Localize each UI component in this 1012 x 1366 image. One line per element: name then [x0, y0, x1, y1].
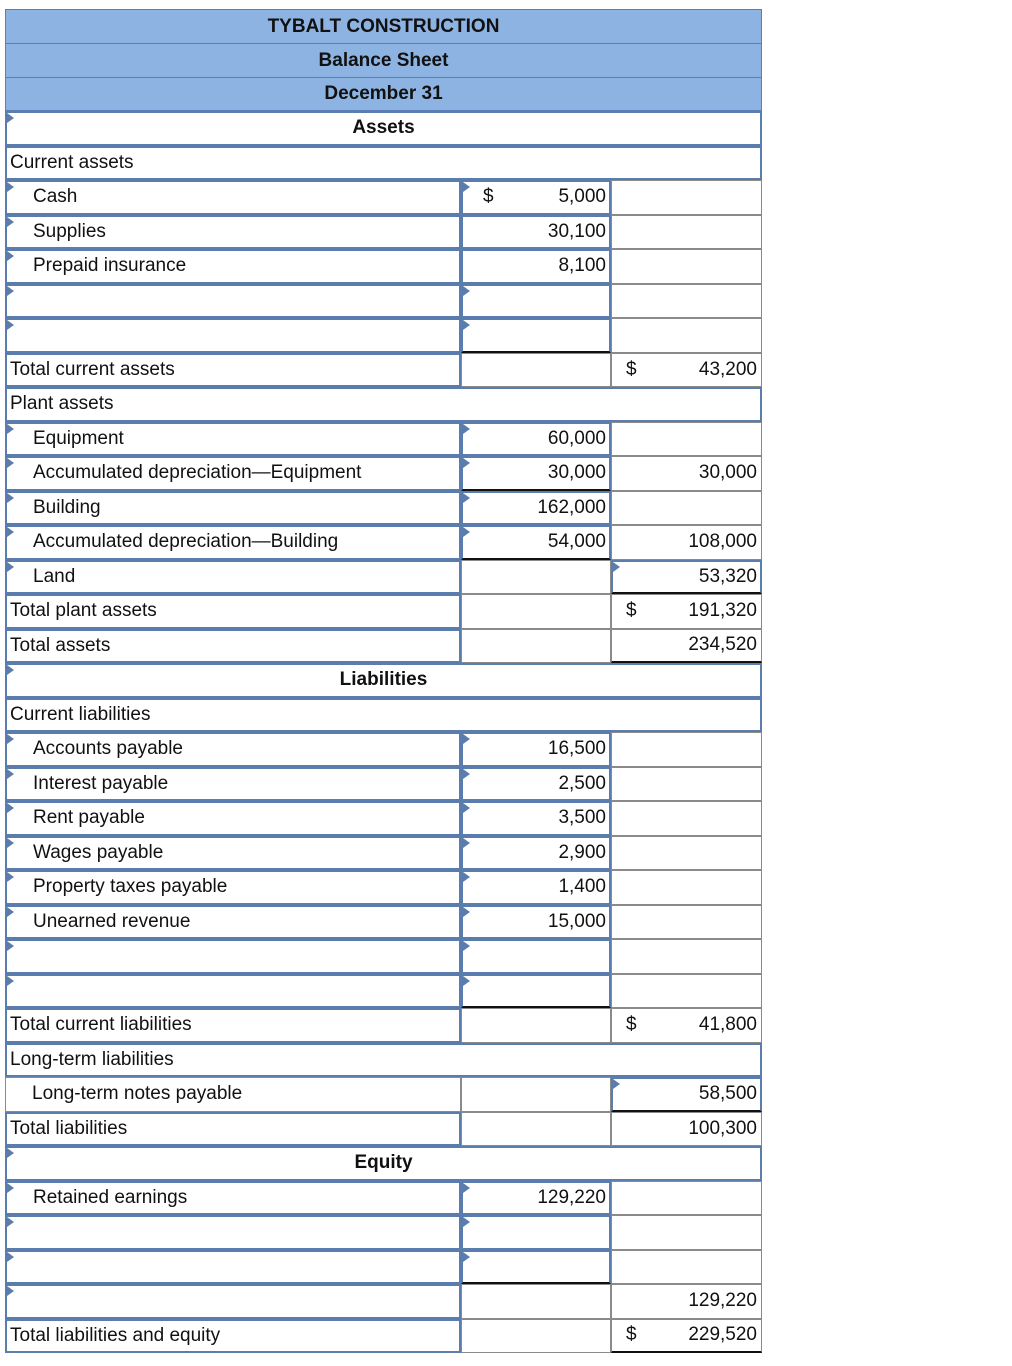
accounts-payable-row [5, 732, 762, 767]
long-term-notes-label: Long-term notes payable [5, 1077, 461, 1112]
dropdown-marker-icon [463, 872, 470, 882]
dropdown-marker-icon [7, 217, 14, 227]
unearned-revenue-total-cell [611, 905, 762, 940]
dropdown-marker-icon [7, 769, 14, 779]
equipment-row [5, 422, 762, 457]
blank-amount-input[interactable] [461, 318, 611, 353]
acc-dep-equipment-row [5, 456, 762, 491]
building-total-cell [611, 491, 762, 526]
plant-assets-row [5, 387, 762, 422]
balance-sheet [5, 9, 762, 1353]
wages-payable-amount-input[interactable]: 2,900 [461, 836, 611, 871]
dropdown-marker-icon [463, 941, 470, 951]
dropdown-marker-icon [7, 976, 14, 986]
dropdown-marker-icon [7, 1286, 14, 1296]
total-current-assets-input[interactable]: $ 43,200 [611, 353, 762, 388]
acc-dep-equipment-amount-input[interactable]: 30,000 [461, 456, 611, 491]
dropdown-marker-icon [7, 320, 14, 330]
equipment-net-input[interactable]: 30,000 [611, 456, 762, 491]
dropdown-marker-icon [7, 286, 14, 296]
blank-equity-row [5, 1250, 762, 1285]
total-equity-row [5, 1284, 762, 1319]
total-liabilities-equity-input[interactable]: $ 229,520 [611, 1319, 762, 1354]
acc-dep-building-row [5, 525, 762, 560]
blank-amount-input[interactable] [461, 939, 611, 974]
dropdown-marker-icon [463, 907, 470, 917]
total-liabilities-row [5, 1112, 762, 1147]
company-name: TYBALT CONSTRUCTION [5, 9, 762, 43]
dropdown-marker-icon [463, 976, 470, 986]
property-taxes-amount-input[interactable]: 1,400 [461, 870, 611, 905]
acc-dep-building-label-input[interactable]: Accumulated depreciation—Building [5, 525, 461, 560]
dropdown-marker-icon [463, 769, 470, 779]
blank-liability-row [5, 939, 762, 974]
dropdown-marker-icon [7, 424, 14, 434]
dropdown-marker-icon [7, 872, 14, 882]
land-row [5, 560, 762, 595]
blank-total-cell [611, 1215, 762, 1250]
total-current-assets-mid-cell [461, 353, 611, 388]
blank-asset-row [5, 318, 762, 353]
long-term-liabilities-label-input[interactable]: Long-term liabilities [5, 1043, 762, 1078]
dropdown-marker-icon [613, 562, 620, 572]
total-current-assets-row [5, 353, 762, 388]
dropdown-marker-icon [7, 1252, 14, 1262]
total-assets-label-input[interactable]: Total assets [5, 629, 461, 664]
dropdown-marker-icon [7, 803, 14, 813]
total-equity-input[interactable]: 129,220 [611, 1284, 762, 1319]
unearned-revenue-row [5, 905, 762, 940]
equity-heading-row [5, 1146, 762, 1181]
long-term-notes-row [5, 1077, 762, 1112]
long-term-notes-mid-cell [461, 1077, 611, 1112]
dropdown-marker-icon [463, 838, 470, 848]
wages-payable-row [5, 836, 762, 871]
accounts-payable-total-cell [611, 732, 762, 767]
total-liabilities-equity-row [5, 1319, 762, 1354]
supplies-total-cell [611, 215, 762, 250]
total-liabilities-equity-label-input[interactable]: Total liabilities and equity [5, 1319, 461, 1354]
dollar-sign: $ [626, 1014, 637, 1036]
accounts-payable-label-input[interactable]: Accounts payable [5, 732, 461, 767]
property-taxes-label-input[interactable]: Property taxes payable [5, 870, 461, 905]
prepaid-label-input[interactable]: Prepaid insurance [5, 249, 461, 284]
building-row [5, 491, 762, 526]
total-current-liabilities-input[interactable]: $ 41,800 [611, 1008, 762, 1043]
building-amount-input[interactable]: 162,000 [461, 491, 611, 526]
dropdown-marker-icon [7, 838, 14, 848]
blank-amount-input[interactable] [461, 1250, 611, 1285]
interest-payable-row [5, 767, 762, 802]
dropdown-marker-icon [463, 320, 470, 330]
current-liabilities-label-input[interactable]: Current liabilities [5, 698, 762, 733]
dropdown-marker-icon [463, 286, 470, 296]
accounts-payable-amount-input[interactable]: 16,500 [461, 732, 611, 767]
blank-label-input[interactable] [5, 1215, 461, 1250]
building-label-input[interactable]: Building [5, 491, 461, 526]
blank-equity-row [5, 1215, 762, 1250]
blank-label-input[interactable] [5, 284, 461, 319]
dropdown-marker-icon [7, 1217, 14, 1227]
prepaid-amount-input[interactable]: 8,100 [461, 249, 611, 284]
property-taxes-row [5, 870, 762, 905]
equipment-amount-input[interactable]: 60,000 [461, 422, 611, 457]
dropdown-marker-icon [7, 182, 14, 192]
blank-total-cell [611, 974, 762, 1009]
equity-heading-input[interactable]: Equity [5, 1146, 762, 1181]
land-amount-input[interactable]: 53,320 [611, 560, 762, 595]
total-liabilities-input[interactable]: 100,300 [611, 1112, 762, 1147]
dropdown-marker-icon [7, 1148, 14, 1158]
assets-heading-row [5, 111, 762, 146]
liabilities-heading-input[interactable]: Liabilities [5, 663, 762, 698]
retained-earnings-amount-input[interactable]: 129,220 [461, 1181, 611, 1216]
liabilities-heading-row [5, 663, 762, 698]
dropdown-marker-icon [463, 527, 470, 537]
blank-label-input[interactable] [5, 318, 461, 353]
total-equity-label-input[interactable] [5, 1284, 461, 1319]
dropdown-marker-icon [463, 734, 470, 744]
total-current-liabilities-row [5, 1008, 762, 1043]
prepaid-total-cell [611, 249, 762, 284]
cash-amount-input[interactable]: $ 5,000 [461, 180, 611, 215]
current-liabilities-row [5, 698, 762, 733]
dropdown-marker-icon [7, 665, 14, 675]
blank-total-cell [611, 318, 762, 353]
blank-liability-row [5, 974, 762, 1009]
assets-heading-input[interactable]: Assets [5, 111, 762, 146]
dropdown-marker-icon [463, 493, 470, 503]
interest-payable-amount-input[interactable]: 2,500 [461, 767, 611, 802]
dropdown-marker-icon [7, 251, 14, 261]
rent-payable-amount-input[interactable]: 3,500 [461, 801, 611, 836]
supplies-amount-input[interactable]: 30,100 [461, 215, 611, 250]
land-mid-cell [461, 560, 611, 595]
wages-payable-total-cell [611, 836, 762, 871]
total-plant-assets-row [5, 594, 762, 629]
blank-label-input[interactable] [5, 974, 461, 1009]
total-plant-assets-label-input[interactable]: Total plant assets [5, 594, 461, 629]
dropdown-marker-icon [463, 424, 470, 434]
total-assets-input[interactable]: 234,520 [611, 629, 762, 664]
total-current-liabilities-mid-cell [461, 1008, 611, 1043]
rent-payable-total-cell [611, 801, 762, 836]
dollar-sign: $ [626, 600, 637, 622]
blank-amount-input[interactable] [461, 1215, 611, 1250]
interest-payable-total-cell [611, 767, 762, 802]
interest-payable-label-input[interactable]: Interest payable [5, 767, 461, 802]
blank-total-cell [611, 1250, 762, 1285]
acc-dep-building-amount-input[interactable]: 54,000 [461, 525, 611, 560]
total-plant-assets-mid-cell [461, 594, 611, 629]
dollar-sign: $ [626, 1324, 637, 1346]
retained-earnings-total-cell [611, 1181, 762, 1216]
long-term-liabilities-row [5, 1043, 762, 1078]
supplies-row [5, 215, 762, 250]
cash-label-input[interactable]: Cash [5, 180, 461, 215]
total-equity-mid-cell [461, 1284, 611, 1319]
dollar-sign: $ [626, 358, 637, 380]
building-net-input[interactable]: 108,000 [611, 525, 762, 560]
acc-dep-equipment-label-input[interactable]: Accumulated depreciation—Equipment [5, 456, 461, 491]
total-liabilities-equity-mid-cell [461, 1319, 611, 1354]
long-term-notes-amount-input[interactable]: 58,500 [611, 1077, 762, 1112]
total-assets-row [5, 629, 762, 664]
rent-payable-label-input[interactable]: Rent payable [5, 801, 461, 836]
dropdown-marker-icon [7, 527, 14, 537]
dropdown-marker-icon [463, 803, 470, 813]
cash-total-cell [611, 180, 762, 215]
blank-label-input[interactable] [5, 1250, 461, 1285]
dropdown-marker-icon [7, 458, 14, 468]
dropdown-marker-icon [7, 1183, 14, 1193]
dropdown-marker-icon [463, 1183, 470, 1193]
dropdown-marker-icon [7, 941, 14, 951]
statement-date: December 31 [5, 77, 762, 111]
total-assets-mid-cell [461, 629, 611, 664]
supplies-label-input[interactable]: Supplies [5, 215, 461, 250]
total-current-assets-label-input[interactable]: Total current assets [5, 353, 461, 388]
total-liabilities-label-input[interactable]: Total liabilities [5, 1112, 461, 1147]
plant-assets-label-input[interactable]: Plant assets [5, 387, 762, 422]
retained-earnings-label-input[interactable]: Retained earnings [5, 1181, 461, 1216]
prepaid-row [5, 249, 762, 284]
cash-row [5, 180, 762, 215]
equipment-total-cell [611, 422, 762, 457]
unearned-revenue-amount-input[interactable]: 15,000 [461, 905, 611, 940]
dollar-sign: $ [483, 186, 494, 208]
property-taxes-total-cell [611, 870, 762, 905]
statement-title: Balance Sheet [5, 43, 762, 77]
dropdown-marker-icon [463, 1217, 470, 1227]
blank-total-cell [611, 284, 762, 319]
blank-amount-input[interactable] [461, 974, 611, 1009]
current-assets-row [5, 146, 762, 181]
wages-payable-label-input[interactable]: Wages payable [5, 836, 461, 871]
blank-total-cell [611, 939, 762, 974]
blank-label-input[interactable] [5, 939, 461, 974]
dropdown-marker-icon [463, 182, 470, 192]
equipment-label-input[interactable]: Equipment [5, 422, 461, 457]
dropdown-marker-icon [7, 907, 14, 917]
current-assets-label-input[interactable]: Current assets [5, 146, 762, 181]
blank-amount-input[interactable] [461, 284, 611, 319]
dropdown-marker-icon [463, 458, 470, 468]
dropdown-marker-icon [7, 562, 14, 572]
rent-payable-row [5, 801, 762, 836]
dropdown-marker-icon [463, 1252, 470, 1262]
blank-asset-row [5, 284, 762, 319]
dropdown-marker-icon [613, 1079, 620, 1089]
dropdown-marker-icon [7, 113, 14, 123]
dropdown-marker-icon [7, 734, 14, 744]
dropdown-marker-icon [7, 493, 14, 503]
land-label-input[interactable]: Land [5, 560, 461, 595]
unearned-revenue-label-input[interactable]: Unearned revenue [5, 905, 461, 940]
total-current-liabilities-label-input[interactable]: Total current liabilities [5, 1008, 461, 1043]
retained-earnings-row [5, 1181, 762, 1216]
total-plant-assets-input[interactable]: $ 191,320 [611, 594, 762, 629]
total-liabilities-mid-cell [461, 1112, 611, 1147]
